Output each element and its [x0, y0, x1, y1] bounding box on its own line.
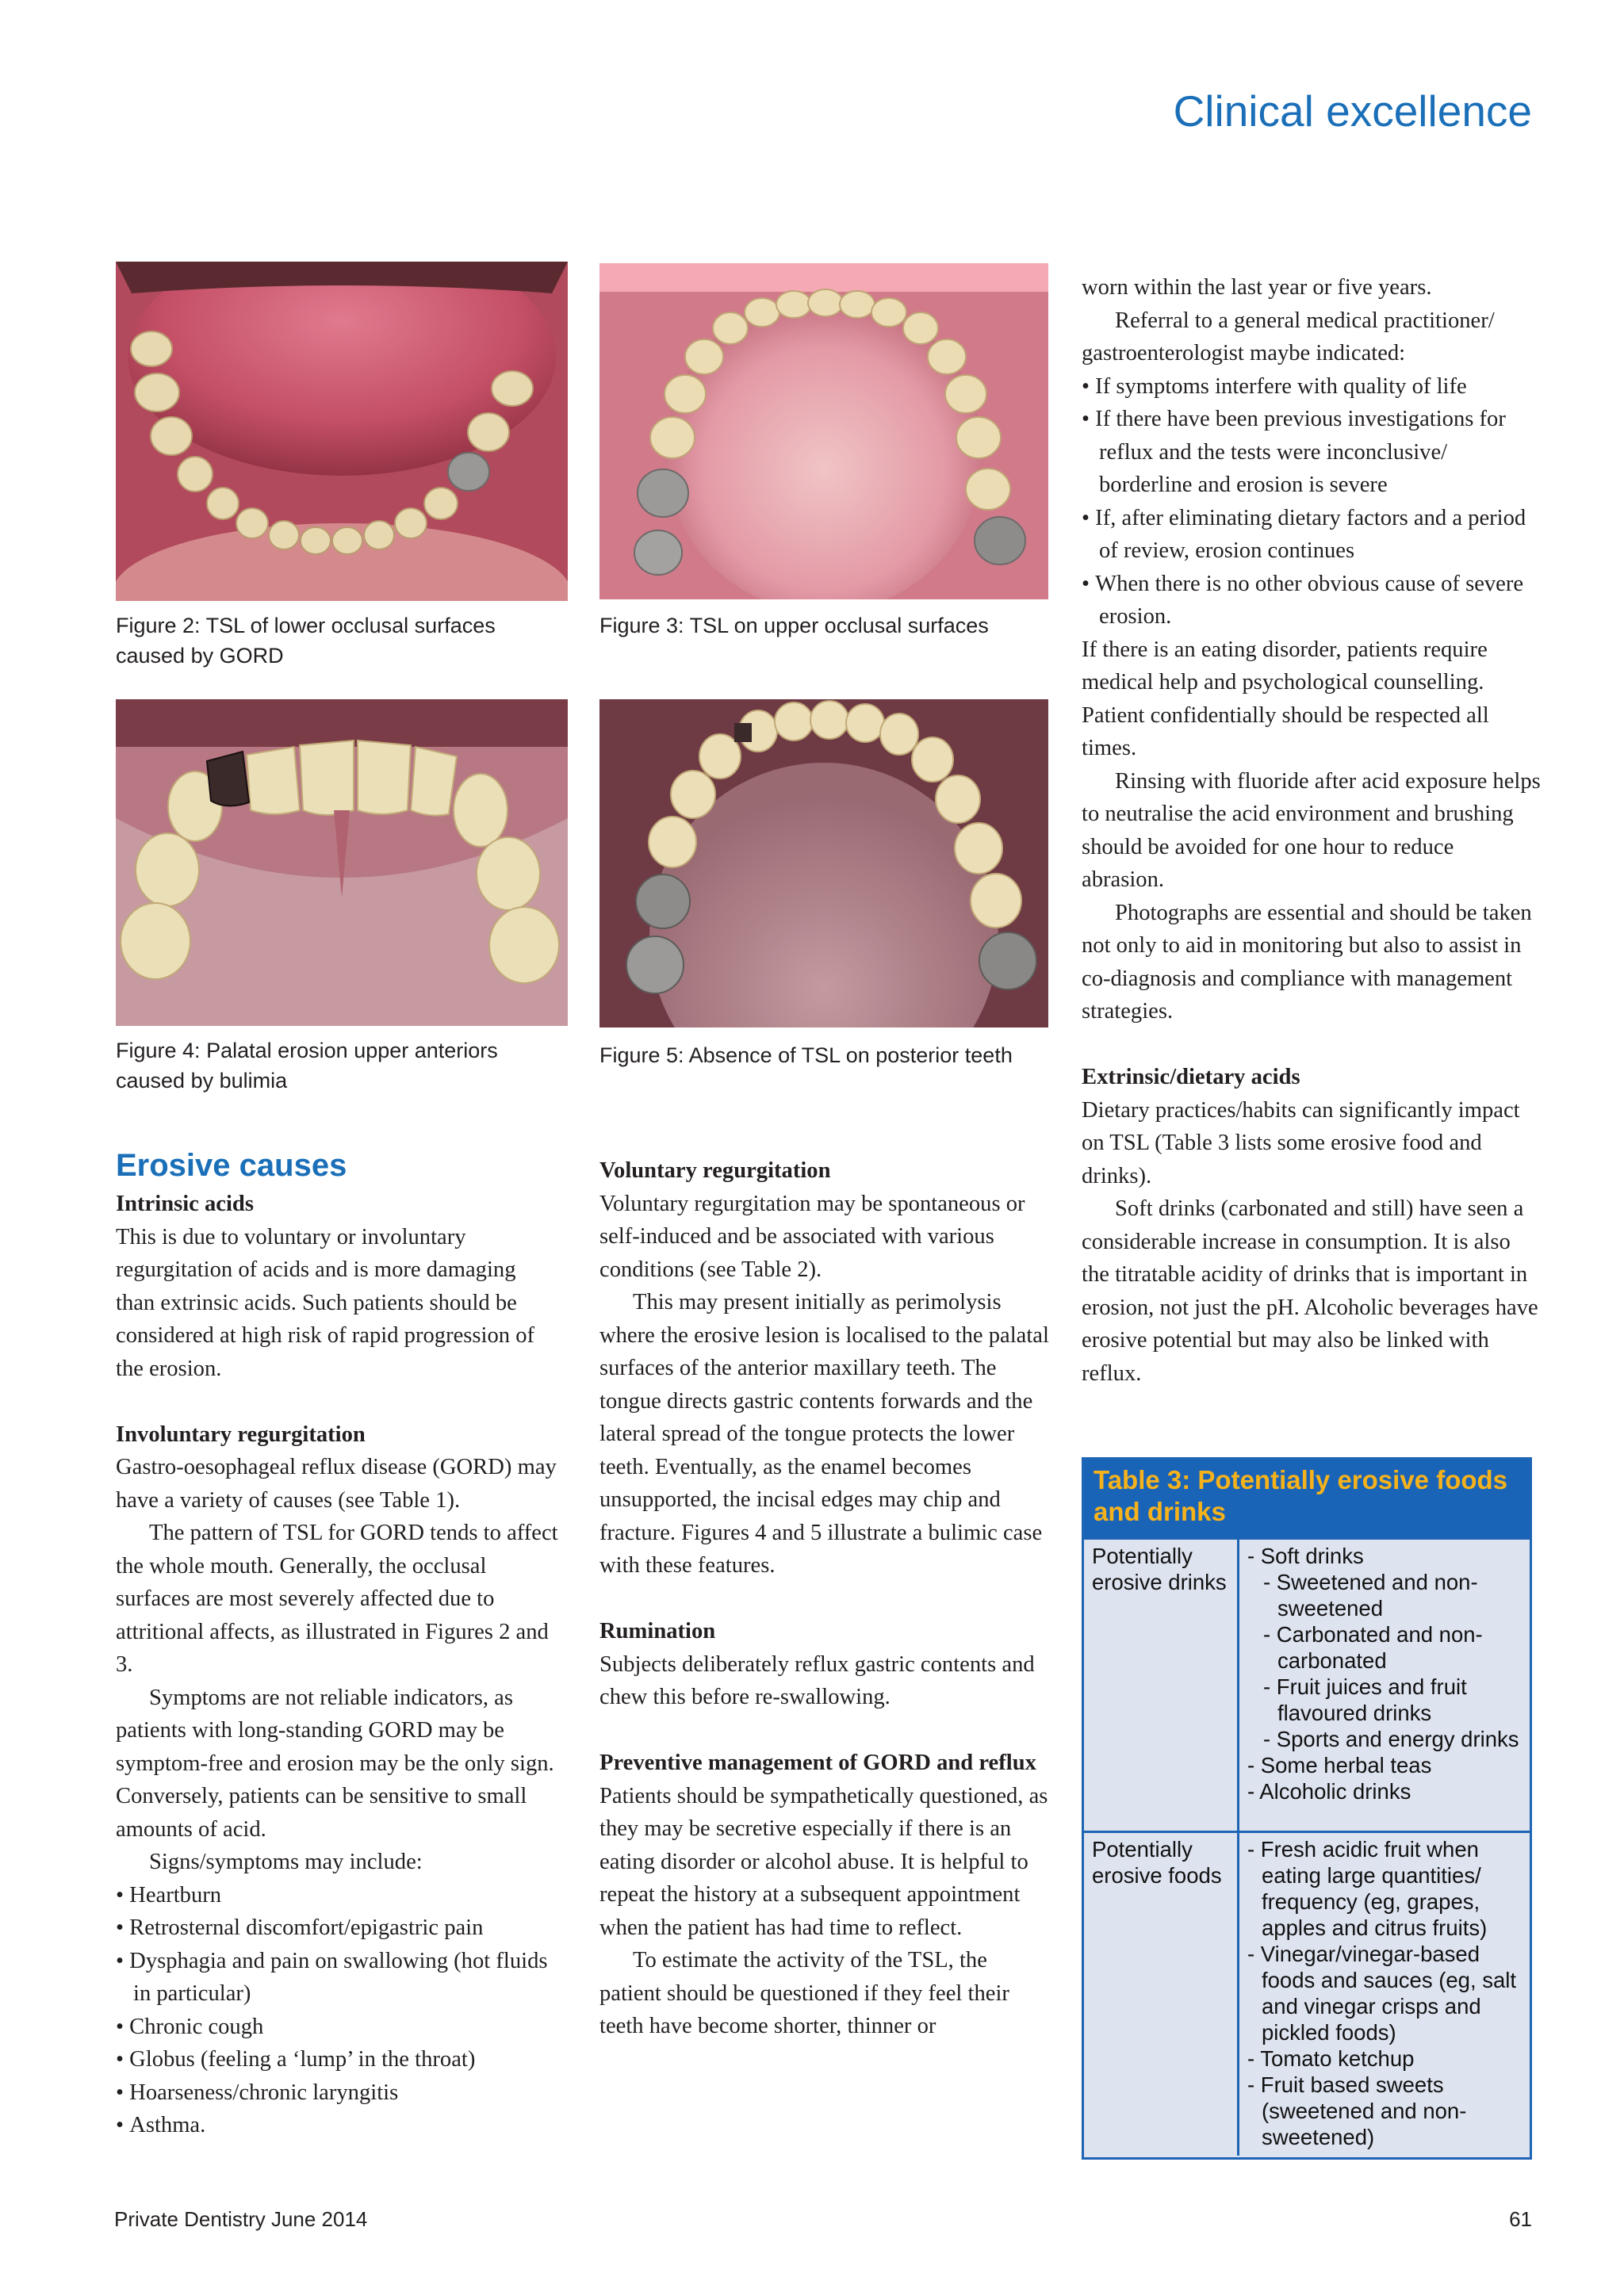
- involuntary-p3: Symptoms are not reliable indicators, as patients with long-standing GORD may be symptom-free and erosion may be the only sign. Conversely, patients can be sensitive to small amounts of acid.: [116, 1685, 554, 1842]
- voluntary-p1: Voluntary regurgitation may be spontaneous or self-induced and be associated with various conditions (see Table 2).: [599, 1191, 1025, 1282]
- col3-p0: worn within the last year or five years.: [1082, 275, 1432, 300]
- list-item: • If symptoms interfere with quality of life: [1082, 370, 1542, 404]
- extrinsic-p1: Dietary practices/habits can significantly impact on TSL (Table 3 lists some erosive food and drinks).: [1082, 1097, 1520, 1188]
- figure-5-text: Absence of TSL on posterior teeth: [688, 1043, 1013, 1067]
- col3-p1: Referral to a general medical practitioner/ gastroenterologist maybe indicated:: [1082, 308, 1495, 365]
- involuntary-heading: Involuntary regurgitation: [116, 1422, 366, 1447]
- col1-text: [116, 1188, 560, 2142]
- table-item: - Carbonated and non-carbonated: [1263, 1622, 1483, 1673]
- col3-p2: If there is an eating disorder, patients require medical help and psychological counselling. Patient confidentially should be respected all times.: [1082, 637, 1489, 760]
- footer-journal: Private Dentistry June 2014: [114, 2207, 368, 2231]
- col3-p4: Photographs are essential and should be taken not only to aid in monitoring but also to assist in co-diagnosis and compliance with management strategies.: [1082, 900, 1532, 1024]
- table-item: - Vinegar/vinegar-based foods and sauces (eg, salt and vinegar crisps and pickled foods): [1247, 1942, 1517, 2045]
- list-item: • Heartburn: [116, 1879, 560, 1912]
- table-3-title: Table 3: Potentially erosive foods and drinks: [1084, 1460, 1530, 1537]
- rumination-p1: Subjects deliberately reflux gastric contents and chew this before re-swallowing.: [599, 1651, 1035, 1709]
- list-item: • Hoarseness/chronic laryngitis: [116, 2076, 560, 2110]
- involuntary-p2: The pattern of TSL for GORD tends to affect the whole mouth. Generally, the occlusal surfaces are most severely affected due to attritional affects, as illustrated in Figures 2 and 3.: [116, 1521, 558, 1677]
- list-item: • Globus (feeling a ‘lump’ in the throat): [116, 2043, 560, 2076]
- figure-4-caption: [116, 1035, 568, 1096]
- table-category: Potentially erosive drinks: [1084, 1540, 1239, 1831]
- table-category: Potentially erosive foods: [1084, 1833, 1239, 2156]
- preventive-heading: Preventive management of GORD and reflux: [599, 1751, 1036, 1775]
- figure-2-text: TSL of lower occlusal surfaces caused by GORD: [116, 614, 496, 668]
- list-item: • Retrosternal discomfort/epigastric pain: [116, 1911, 560, 1945]
- list-item: • Asthma.: [116, 2109, 560, 2142]
- col2-text: [599, 1154, 1051, 2043]
- table-row: [1084, 1831, 1530, 2156]
- list-item: • When there is no other obvious cause of severe erosion.: [1082, 568, 1542, 633]
- table-item: - Fruit based sweets (sweetened and non-sweetened): [1247, 2072, 1467, 2149]
- figure-2-label: Figure 2:: [116, 614, 201, 637]
- figure-3-caption: [599, 610, 1051, 641]
- table-item: - Tomato ketchup: [1247, 2046, 1415, 2071]
- intrinsic-acids-heading: Intrinsic acids: [116, 1192, 254, 1216]
- preventive-p2: To estimate the activity of the TSL, the patient should be questioned if they feel their teeth have become shorter, thinner or: [599, 1948, 1009, 2038]
- figure-3-label: Figure 3:: [599, 614, 684, 637]
- voluntary-heading: Voluntary regurgitation: [599, 1158, 831, 1183]
- figure-2-photo: [116, 262, 568, 601]
- figure-2-caption: [116, 610, 568, 671]
- figure-4-photo: [116, 699, 568, 1026]
- extrinsic-p2: Soft drinks (carbonated and still) have seen a considerable increase in consumption. It is also the titratable acidity of drinks that is important in erosion, not just the pH. Alcoholic beverages have erosive potential but may also be linked with reflux.: [1082, 1196, 1538, 1386]
- table-item: - Alcoholic drinks: [1247, 1779, 1411, 1804]
- list-item: • Dysphagia and pain on swallowing (hot fluids in particular): [116, 1945, 560, 2011]
- symptoms-list: [116, 1879, 560, 2142]
- involuntary-p1: Gastro-oesophageal reflux disease (GORD) may have a variety of causes (see Table 1).: [116, 1455, 557, 1513]
- list-item: • Chronic cough: [116, 2011, 560, 2044]
- table-items: [1239, 1540, 1530, 1831]
- voluntary-p2: This may present initially as perimolysis where the erosive lesion is localised to the palatal surfaces of the anterior maxillary teeth. The tongue directs gastric contents forwards and the lateral spread of the tongue protects the lower teeth. Eventually, as the enamel becomes unsupported, the incisal edges may chip and fracture. Figures 4 and 5 illustrate a bulimic case with these features.: [599, 1290, 1049, 1578]
- col3-p3: Rinsing with fluoride after acid exposure helps to neutralise the acid environment and brushing should be avoided for one hour to reduce abrasion.: [1082, 768, 1541, 892]
- table-item: - Sweetened and non-sweetened: [1263, 1570, 1478, 1621]
- table-item: - Fresh acidic fruit when eating large quantities/ frequency (eg, grapes, apples and citrus fruits): [1247, 1837, 1488, 1940]
- figure-3-text: TSL on upper occlusal surfaces: [689, 614, 989, 637]
- figure-4-text: Palatal erosion upper anteriors caused by bulimia: [116, 1039, 498, 1093]
- footer-page-number: 61: [1509, 2207, 1532, 2231]
- figure-5-photo: [599, 699, 1048, 1027]
- figure-3-photo: [599, 263, 1048, 599]
- figure-5-label: Figure 5:: [599, 1043, 684, 1067]
- table-item: - Sports and energy drinks: [1263, 1727, 1519, 1751]
- erosive-causes-heading: Erosive causes: [116, 1148, 347, 1183]
- figure-4-label: Figure 4:: [116, 1039, 201, 1062]
- figure-5-caption: [599, 1040, 1051, 1070]
- col3-text: [1082, 271, 1542, 1390]
- rumination-heading: Rumination: [599, 1619, 716, 1644]
- referral-list: [1082, 370, 1542, 633]
- table-row: [1084, 1537, 1530, 1831]
- involuntary-p4: Signs/symptoms may include:: [149, 1850, 423, 1874]
- extrinsic-heading: Extrinsic/dietary acids: [1082, 1065, 1300, 1089]
- table-item: - Fruit juices and fruit flavoured drinks: [1263, 1674, 1467, 1725]
- intrinsic-acids-text: This is due to voluntary or involuntary regurgitation of acids and is more damaging than extrinsic acids. Such patients should be considered at high risk of rapid progression of the erosion.: [116, 1224, 535, 1381]
- list-item: • If there have been previous investigations for reflux and the tests were inconclusive/ borderline and erosion is severe: [1082, 403, 1542, 502]
- table-item: - Some herbal teas: [1247, 1753, 1432, 1777]
- table-item: - Soft drinks: [1247, 1544, 1364, 1568]
- section-title: Clinical excellence: [1173, 86, 1532, 136]
- list-item: • If, after eliminating dietary factors and a period of review, erosion continues: [1082, 502, 1542, 568]
- table-items: [1239, 1833, 1530, 2156]
- table-3: [1082, 1457, 1532, 2160]
- preventive-p1: Patients should be sympathetically questioned, as they may be secretive especially if there is an eating disorder or alcohol abuse. It is helpful to repeat the history at a subsequent appointment when the patient has had time to reflect.: [599, 1783, 1048, 1940]
